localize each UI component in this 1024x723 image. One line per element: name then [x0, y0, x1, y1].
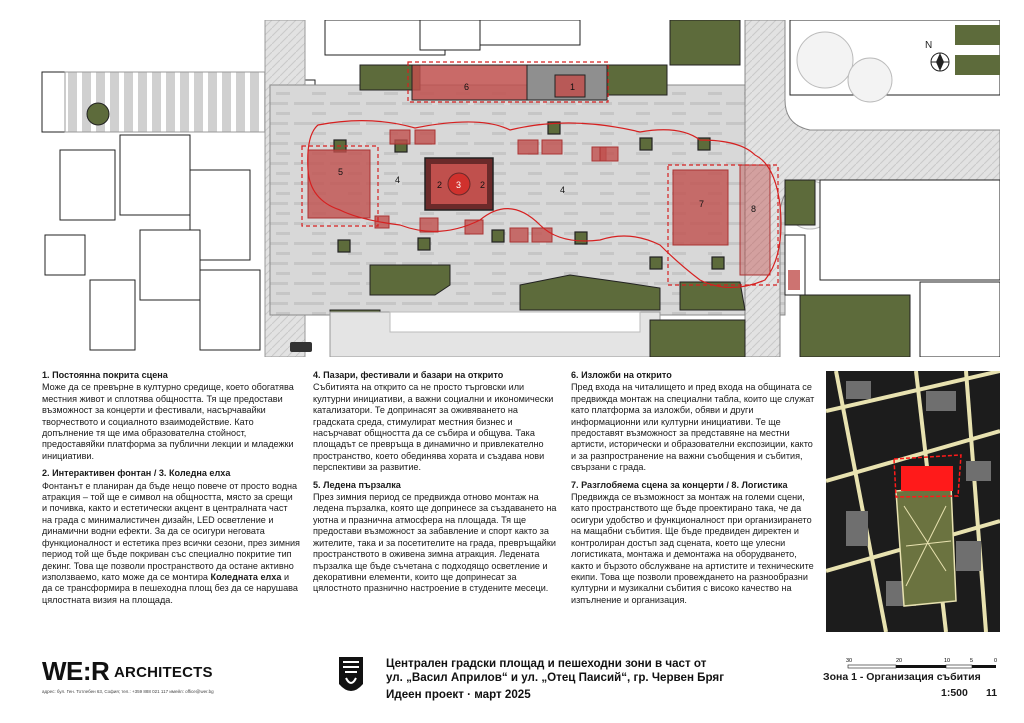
label-zone-2b: 2 [480, 180, 486, 190]
section-heading-4: 4. Пазари, фестивали и базари на открито [313, 370, 504, 380]
svg-text:30: 30 [846, 658, 853, 664]
municipality-emblem-icon [336, 654, 366, 700]
svg-text:20: 20 [896, 658, 903, 664]
logo-wordmark: ARCHITECTS [114, 664, 213, 681]
project-stage-date: Идеен проект · март 2025 [386, 688, 531, 701]
section-text-2: Фонтанът е планиран да бъде нещо повече от просто водна атракция – той ще е символ на общността, място за срещи и почивка, както и естетически акцент в централната част на града с минималистичен дизайн, LED осветление и динамични водни ефекти. За да се осигури неговата функционалност и естетика през всички сезони, през зимния период той ще бъде покриван със специално покритие тип декинг. Това ще позволи пространството да остане активно използваемо, като може да се монтира Коледната елха и да се трансформира в пешеходна площ без да се нарушава цялостната визия на площада. [42, 480, 300, 605]
text-column-2 [313, 370, 561, 601]
north-arrow [931, 53, 949, 71]
section-text-6: Пред входа на читалището и пред входа на общината се предвижда монтаж на специални табла, които ще служат като платформа за изложби, обяви и други информационни или културни инициативи. Те ще предоставят възможност за представяне на местни артисти, исторически и образователни експозиции, както и за разпространение на важни съобщения и събития, свързани с града. [571, 382, 815, 473]
label-zone-4a: 4 [395, 175, 401, 185]
section-text-4: Събитията на открито са не просто търговски или културни инициативи, а важни социални и икономически катализатори. Те допринасят за оживяването на градската среда, стимулират местния бизнес и насърчават общността да се събира и общува. Така площадът се превръща в динамично и привлекателно пространство, което обединява хората и създава нови перспективи за развитие. [313, 382, 554, 473]
label-zone-5: 5 [338, 167, 344, 177]
svg-text:5: 5 [970, 658, 974, 664]
section-heading-2: 2. Интерактивен фонтан / 3. Коледна елха [42, 468, 231, 479]
section-text-7: Предвижда се възможност за монтаж на големи сцени, като пространството ще бъде проектирано така, че да осигури удобство и функционалност при организирането на мащабни събития. Ще бъде предвиден директен и контролиран достъп зад сцената, което ще улесни логистиката, монтажа и демонтажа на оборудването, както и бързото обслужване на артистите и техническите екипи. Това ще позволи провеждането на разнообразни културни и музикални събития с високо качество на изпълнение и организация. [571, 492, 814, 605]
section-heading-5: 5. Ледена пързалка [313, 479, 401, 490]
drawing-scale: 1:500 [941, 687, 968, 699]
svg-text:10: 10 [944, 658, 951, 664]
label-zone-8: 8 [751, 204, 757, 214]
sheet-title: Зона 1 - Организация събития [823, 671, 981, 683]
label-zone-2a: 2 [437, 180, 443, 190]
logo-mark: WE:R [42, 656, 110, 686]
car-icon [290, 342, 312, 352]
page-number: 11 [986, 687, 998, 699]
site-plan [40, 20, 1000, 357]
scale-bar [846, 656, 1000, 670]
north-label: N [925, 40, 933, 51]
zone-5 [308, 150, 370, 218]
location-minimap [826, 371, 1000, 632]
label-zone-7: 7 [699, 199, 705, 209]
text-column-1 [42, 370, 300, 612]
section-heading-6: 6. Изложби на открито [571, 370, 672, 380]
section-heading-1: 1. Постоянна покрита сцена [42, 370, 168, 380]
label-zone-4b: 4 [560, 185, 566, 195]
text-column-3 [571, 370, 817, 612]
title-block [0, 648, 1024, 723]
zone-6 [412, 65, 527, 100]
zone-8 [740, 165, 770, 275]
section-text-1: Може да се превърне в културно средище, което обогатява местния живот и сплотява общността. Тя ще предостави възможност за концерти и фестивали, насърчавайки творчеството и социалното взаимодействие. Като допълнение тя ще има образователна стойност, предоставяйки платформа за публични лекции и младежки инициативи. [42, 382, 294, 461]
label-zone-3: 3 [456, 180, 462, 190]
project-title-line2: ул. „Васил Априлов“ и ул. „Отец Паисий“, гр. Червен Бряг [386, 671, 725, 684]
label-zone-1: 1 [570, 82, 576, 92]
company-address: адрес: бул. Ген. Тотлебен 63, София; тел.: +359 888 021 117 имейл: office@wer.bg [42, 689, 214, 694]
section-text-5: През зимния период се предвижда отново монтаж на ледена пързалка, която ще допринесе за създаването на уютна и празнична атмосфера на площада. Тя ще предостави възможност за забавление и спорт както за жителите, така и за посетителите на града, превръщайки пространството в оживена зимна атракция. Ледената пързалка ще бъде съчетана с подходящо осветление и декоративни елементи, които ще допринесат за цялостното празнично настроение в студените месеци. [313, 492, 557, 594]
section-heading-7: 7. Разглобяема сцена за концерти / 8. Логистика [571, 479, 788, 490]
label-zone-6: 6 [464, 82, 470, 92]
svg-text:0: 0 [994, 658, 998, 664]
project-title-line1: Централен градски площад и пешеходни зони в част от [386, 657, 707, 670]
